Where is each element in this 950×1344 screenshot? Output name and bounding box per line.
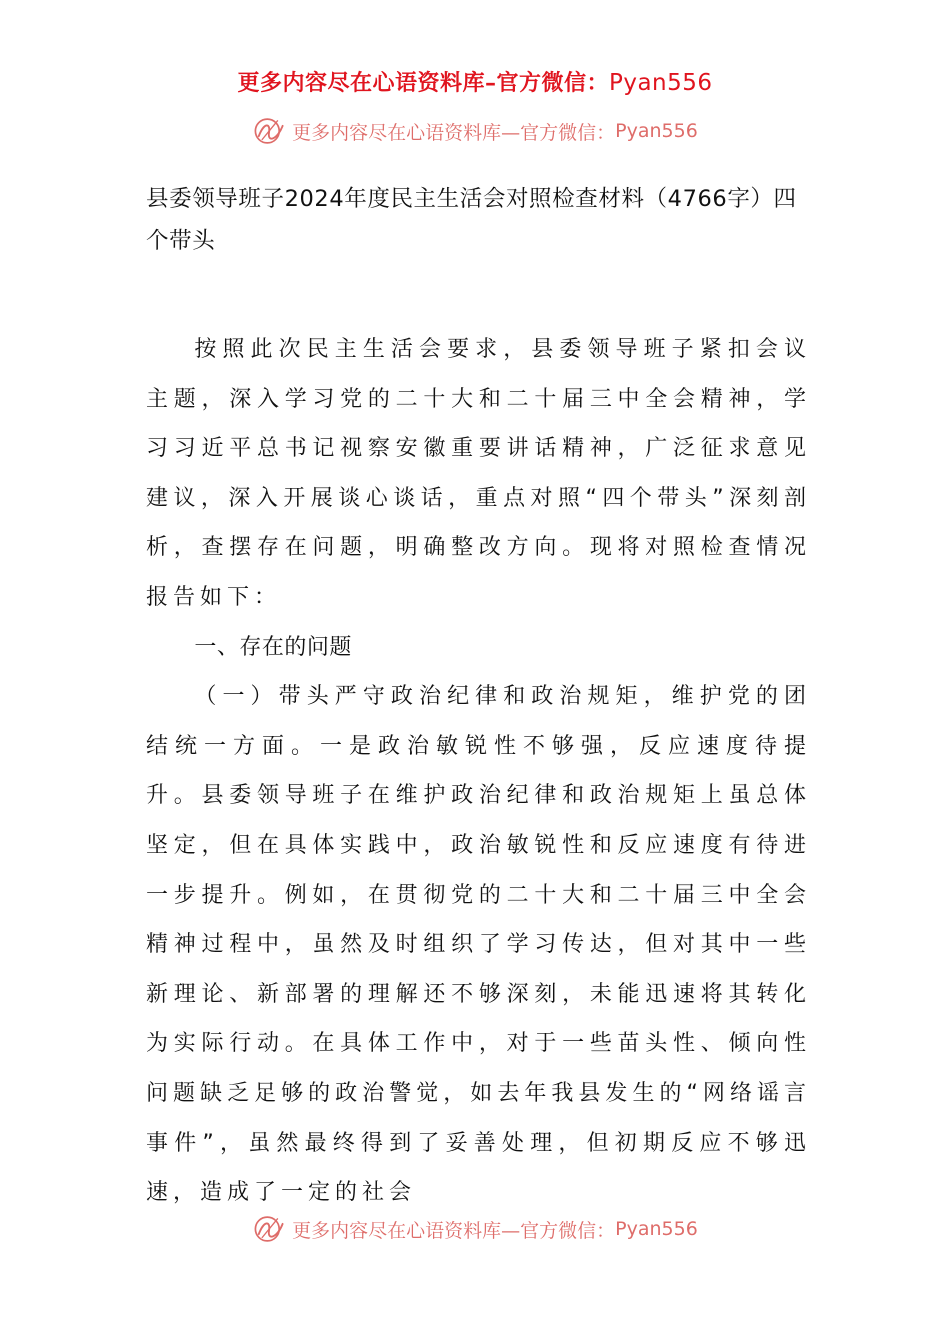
watermark-wechat-id: Pyan556	[615, 120, 698, 142]
body-paragraph: （一）带头严守政治纪律和政治规矩，维护党的团结统一方面。一是政治敏锐性不够强，反应速度待提升。县委领导班子在维护政治纪律和政治规矩上虽总体坚定，但在具体实践中，政治敏锐性和反应速度有待进一步提升。例如，在贯彻党的二十大和二十届三中全会精神过程中，虽然及时组织了学习传达，但对其中一些新理论、新部署的理解还不够深刻，未能迅速将其转化为实际行动。在具体工作中，对于一些苗头性、倾向性问题缺乏足够的政治警觉，如去年我县发生的“网络谣言事件”，虽然最终得到了妥善处理，但初期反应不够迅速，造成了一定的社会	[146, 684, 811, 1206]
watermark-text: 更多内容尽在心语资料库—官方微信：	[292, 1219, 616, 1242]
header-watermark	[0, 114, 950, 148]
banner-wechat-id: Pyan556	[608, 70, 713, 96]
signature-logo-icon	[252, 1212, 286, 1246]
banner-text: 更多内容尽在心语资料库–官方微信：	[237, 70, 609, 96]
footer-watermark	[0, 1212, 950, 1246]
section-heading: 一、存在的问题	[194, 634, 352, 660]
intro-paragraph: 按照此次民主生活会要求，县委领导班子紧扣会议主题，深入学习党的二十大和二十届三中全会精神，学习习近平总书记视察安徽重要讲话精神，广泛征求意见建议，深入开展谈心谈话，重点对照“四个带头”深刻剖析，查摆存在问题，明确整改方向。现将对照检查情况报告如下：	[146, 337, 811, 610]
document-title: 县委领导班子2024年度民主生活会对照检查材料（4766字）四个带头	[146, 186, 797, 254]
watermark-wechat-id: Pyan556	[615, 1218, 698, 1240]
document-body	[146, 325, 811, 1218]
signature-logo-icon	[252, 114, 286, 148]
top-banner	[0, 66, 950, 97]
watermark-text: 更多内容尽在心语资料库—官方微信：	[292, 121, 616, 144]
